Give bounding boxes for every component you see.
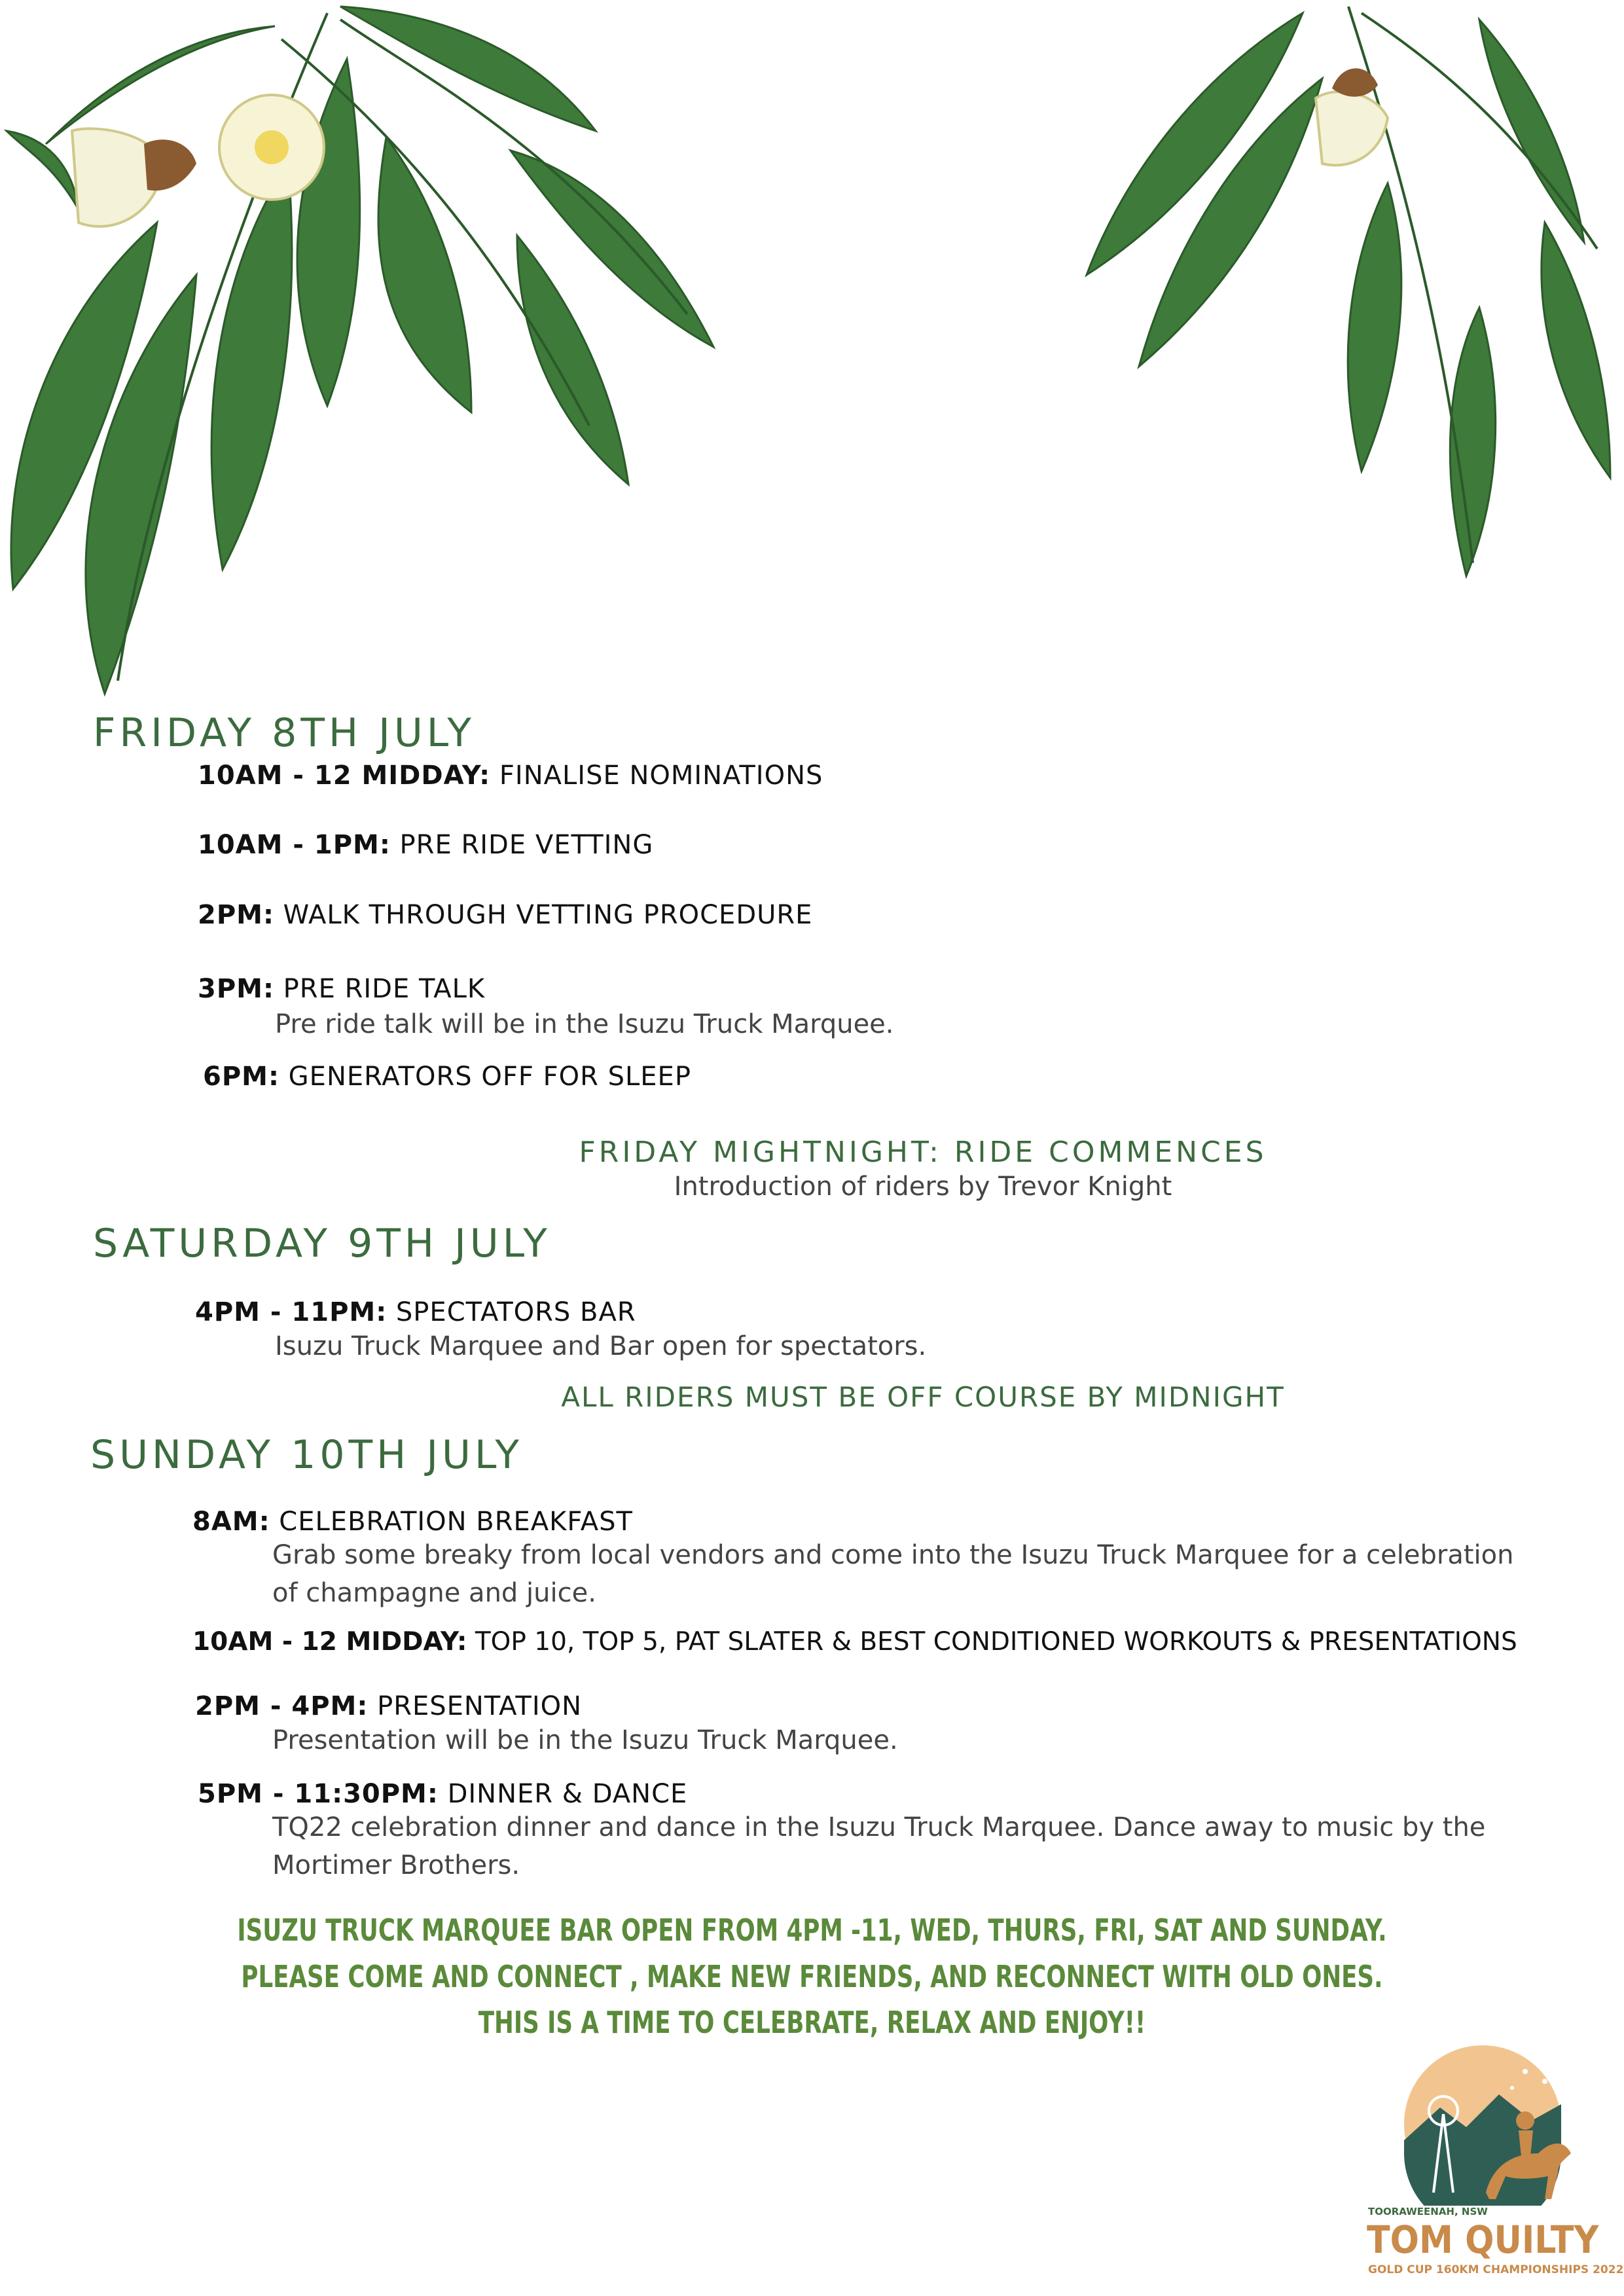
sunday-event-presentation	[195, 1691, 582, 1721]
event-time: 2PM:	[198, 900, 274, 930]
event-time: 5PM - 11:30PM:	[198, 1779, 439, 1809]
logo-name: TOM QUILTY	[1367, 2217, 1599, 2262]
logo-sub: GOLD CUP 160KM CHAMPIONSHIPS 2022	[1368, 2263, 1624, 2276]
event-title: PRE RIDE TALK	[274, 974, 486, 1004]
closing-line-2: PLEASE COME AND CONNECT , MAKE NEW FRIENDS, AND RECONNECT WITH OLD ONES.	[241, 1959, 1383, 1994]
eucalyptus-leaves-left-illustration	[0, 0, 733, 707]
saturday-event-spectators-bar-desc: Isuzu Truck Marquee and Bar open for spectators.	[275, 1331, 927, 1361]
event-time: 10AM - 12 MIDDAY:	[198, 761, 491, 791]
sunday-event-breakfast-desc: Grab some breaky from local vendors and come into the Isuzu Truck Marquee for a celebration of champagne and juice.	[272, 1540, 1514, 1608]
saturday-event-spectators-bar	[195, 1297, 636, 1327]
event-title: PRE RIDE VETTING	[390, 830, 654, 860]
event-title: CELEBRATION BREAKFAST	[270, 1507, 633, 1537]
friday-midnight-title: FRIDAY MIGHTNIGHT: RIDE COMMENCES	[579, 1136, 1267, 1169]
friday-event-vetting	[198, 830, 653, 860]
sunday-event-dinner-dance-desc: TQ22 celebration dinner and dance in the Isuzu Truck Marquee. Dance away to music by the Mortimer Brothers.	[272, 1812, 1486, 1880]
event-time: 10AM - 1PM:	[198, 830, 391, 860]
event-time: 10AM - 12 MIDDAY:	[192, 1627, 467, 1657]
tom-quilty-logo	[1362, 2042, 1624, 2284]
friday-event-pre-ride-talk-desc: Pre ride talk will be in the Isuzu Truck Marquee.	[275, 1009, 894, 1039]
event-title: GENERATORS OFF FOR SLEEP	[279, 1062, 691, 1092]
sunday-event-dinner-dance	[198, 1779, 687, 1809]
eucalyptus-bud-icon	[72, 129, 196, 226]
logo-emblem-icon	[1362, 2042, 1604, 2206]
event-title: PRESENTATION	[368, 1691, 583, 1721]
closing-line-1: ISUZU TRUCK MARQUEE BAR OPEN FROM 4PM -11, WED, THURS, FRI, SAT AND SUNDAY.	[237, 1912, 1387, 1948]
eucalyptus-bud-right-icon	[1316, 68, 1388, 165]
event-title: TOP 10, TOP 5, PAT SLATER & BEST CONDITIONED WORKOUTS & PRESENTATIONS	[467, 1627, 1517, 1657]
event-time: 6PM:	[203, 1062, 280, 1092]
friday-midnight-desc: Introduction of riders by Trevor Knight	[674, 1172, 1172, 1202]
logo-place: TOORAWEENAH, NSW	[1368, 2206, 1488, 2217]
event-title: SPECTATORS BAR	[387, 1297, 636, 1327]
sunday-event-breakfast	[192, 1507, 633, 1537]
event-time: 8AM:	[192, 1507, 270, 1537]
event-title: WALK THROUGH VETTING PROCEDURE	[274, 900, 813, 930]
sunday-event-workouts	[192, 1627, 1517, 1657]
event-time: 3PM:	[198, 974, 274, 1004]
saturday-notice: ALL RIDERS MUST BE OFF COURSE BY MIDNIGHT	[561, 1381, 1285, 1413]
event-title: DINNER & DANCE	[438, 1779, 688, 1809]
friday-event-nominations	[198, 761, 823, 791]
day-heading-friday: FRIDAY 8TH JULY	[93, 710, 475, 756]
friday-event-pre-ride-talk	[198, 974, 485, 1004]
event-title: FINALISE NOMINATIONS	[490, 761, 823, 791]
friday-event-generators-off	[203, 1062, 691, 1092]
event-time: 2PM - 4PM:	[195, 1691, 369, 1721]
friday-event-walk-through	[198, 900, 812, 930]
sunday-event-presentation-desc: Presentation will be in the Isuzu Truck Marquee.	[272, 1725, 898, 1755]
eucalyptus-leaves-right-illustration	[1074, 0, 1623, 589]
closing-line-3: THIS IS A TIME TO CELEBRATE, RELAX AND ENJOY!!	[478, 2005, 1146, 2040]
event-time: 4PM - 11PM:	[195, 1297, 388, 1327]
day-heading-sunday: SUNDAY 10TH JULY	[90, 1432, 524, 1478]
day-heading-saturday: SATURDAY 9TH JULY	[93, 1221, 551, 1266]
eucalyptus-flower-icon	[219, 95, 324, 200]
